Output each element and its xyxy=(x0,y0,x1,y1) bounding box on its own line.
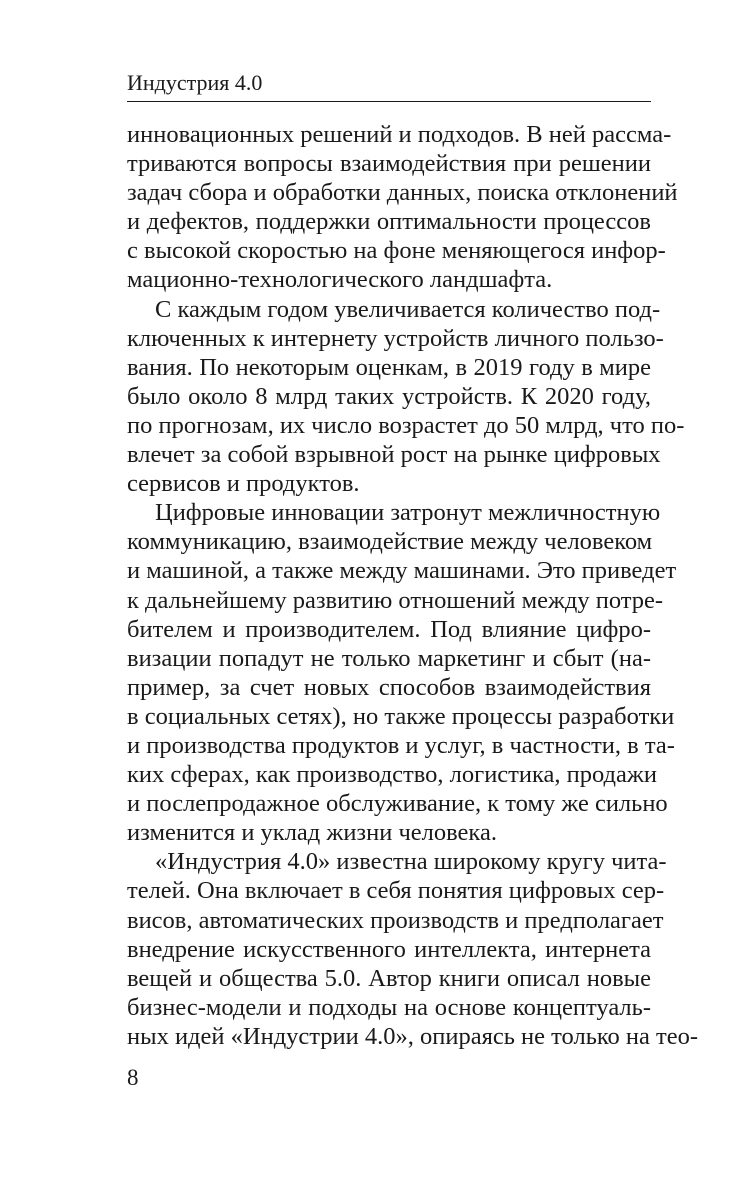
text-line: внедрение искусственного интеллекта, интернета xyxy=(127,935,651,963)
page-number: 8 xyxy=(127,1065,139,1090)
text-line: ключенных к интернету устройств личного пользо- xyxy=(127,324,664,352)
text-line: ких сферах, как производство, логистика, продажи xyxy=(127,761,657,789)
text-line: задач сбора и обработки данных, поиска отклонений xyxy=(127,179,678,207)
text-line: и послепродажное обслуживание, к тому же сильно xyxy=(127,790,668,818)
text-line: по прогнозам, их число возрастет до 50 млрд, что по- xyxy=(127,411,685,439)
text-line: визации попадут не только маркетинг и сбыт (на- xyxy=(127,644,651,672)
text-line: коммуникацию, взаимодействие между человеком xyxy=(127,528,653,556)
running-head: Индустрия 4.0 xyxy=(127,70,263,95)
body-text xyxy=(127,120,699,1051)
text-line: пример, за счет новых способов взаимодействия xyxy=(127,673,651,701)
text-line: и дефектов, поддержки оптимальности процессов xyxy=(127,208,651,236)
text-line: триваются вопросы взаимодействия при решении xyxy=(127,150,651,178)
text-line: ных идей «Индустрии 4.0», опираясь не только на тео- xyxy=(127,1022,699,1050)
text-line: телей. Она включает в себя понятия цифровых сер- xyxy=(127,877,665,905)
text-line: инновационных решений и подходов. В ней рассма- xyxy=(127,121,672,148)
text-line: влечет за собой взрывной рост на рынке цифровых xyxy=(127,441,661,469)
text-line: и производства продуктов и услуг, в частности, в та- xyxy=(127,731,675,759)
text-line: было около 8 млрд таких устройств. К 2020 году, xyxy=(127,382,651,410)
text-line: сервисов и продуктов. xyxy=(127,470,360,498)
paragraph xyxy=(127,847,699,1051)
paragraph xyxy=(127,295,685,499)
text-line: Цифровые инновации затронут межличностную xyxy=(155,499,661,527)
text-line: к дальнейшему развитию отношений между потре- xyxy=(127,586,664,614)
paragraph xyxy=(127,498,677,847)
text-line: вещей и общества 5.0. Автор книги описал новые xyxy=(127,964,651,992)
text-line: бизнес-модели и подходы на основе концептуаль- xyxy=(127,993,651,1021)
paragraph xyxy=(127,120,678,295)
text-line: бителем и производителем. Под влияние цифро- xyxy=(127,615,651,643)
text-line: С каждым годом увеличивается количество под- xyxy=(155,295,661,323)
header-rule xyxy=(127,101,651,102)
text-line: «Индустрия 4.0» известна широкому кругу чита- xyxy=(155,848,667,876)
text-line: в социальных сетях), но также процессы разработки xyxy=(127,702,675,730)
text-line: изменится и уклад жизни человека. xyxy=(127,819,497,847)
text-line: мационно-технологического ландшафта. xyxy=(127,266,553,294)
text-line: с высокой скоростью на фоне меняющегося инфор- xyxy=(127,237,666,265)
text-line: вания. По некоторым оценкам, в 2019 году в мире xyxy=(127,353,651,381)
text-line: висов, автоматических производств и предполагает xyxy=(127,906,664,934)
text-line: и машиной, а также между машинами. Это приведет xyxy=(127,557,677,585)
